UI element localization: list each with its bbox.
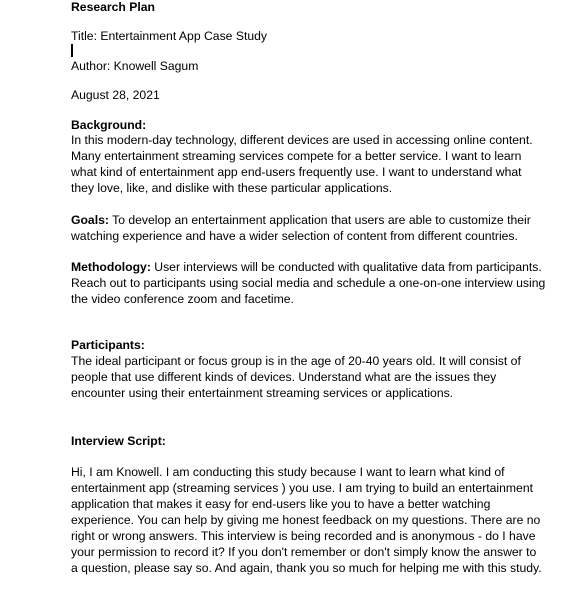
methodology-text: User interviews will be conducted with qualitative data from participants. <box>150 260 542 274</box>
interview-line: Hi, I am Knowell. I am conducting this study because I want to learn what kind of <box>71 465 505 479</box>
background-label: Background: <box>71 118 147 132</box>
document-heading: Research Plan <box>71 0 156 14</box>
interview-script-label: Interview Script: <box>71 434 166 448</box>
participants-label: Participants: <box>71 338 145 352</box>
goals-paragraph-first-line <box>71 212 531 228</box>
participants-line: people that use different kinds of devices. Understand what are the issues they <box>71 370 497 384</box>
interview-line: experience. You can help by giving me honest feedback on my questions. There are no <box>71 513 541 527</box>
background-line: In this modern-day technology, different devices are used in accessing online content. <box>71 133 533 147</box>
goals-line: watching experience and have a wider selection of content from different countries. <box>71 229 518 243</box>
interview-line: a question, please say so. And again, thank you so much for helping me with this study. <box>71 561 542 575</box>
document-author-line: Author: Knowell Sagum <box>71 59 199 73</box>
methodology-label: Methodology: <box>71 260 151 274</box>
interview-line: entertainment app (streaming services ) you use. I am trying to build an entertainment <box>71 481 534 495</box>
interview-line: your permission to record it? If you don't remember or don't simply know the answer to <box>71 545 537 559</box>
goals-label: Goals: <box>71 213 109 227</box>
participants-line: The ideal participant or focus group is in the age of 20-40 years old. It will consist of <box>71 354 521 368</box>
document-title-line: Title: Entertainment App Case Study <box>71 29 268 43</box>
methodology-line: Reach out to participants using social media and schedule a one-on-one interview using <box>71 276 546 290</box>
methodology-line: the video conference zoom and facetime. <box>71 292 294 306</box>
document-date: August 28, 2021 <box>71 88 160 102</box>
goals-text: To develop an entertainment application that users are able to customize their <box>108 213 531 227</box>
interview-line: right or wrong answers. This interview is being recorded and is anonymous - do I have <box>71 529 536 543</box>
background-line: what kind of entertainment app end-users frequently use. I want to understand what <box>71 165 522 179</box>
interview-line: application that makes it easy for end-users like you to have a better watching <box>71 497 491 511</box>
text-cursor <box>71 44 73 57</box>
background-line: they love, like, and dislike with these particular applications. <box>71 181 393 195</box>
participants-line: encounter using their entertainment streaming services or applications. <box>71 386 454 400</box>
background-line: Many entertainment streaming services compete for a better service. I want to learn <box>71 149 522 163</box>
methodology-paragraph-first-line <box>71 259 542 275</box>
